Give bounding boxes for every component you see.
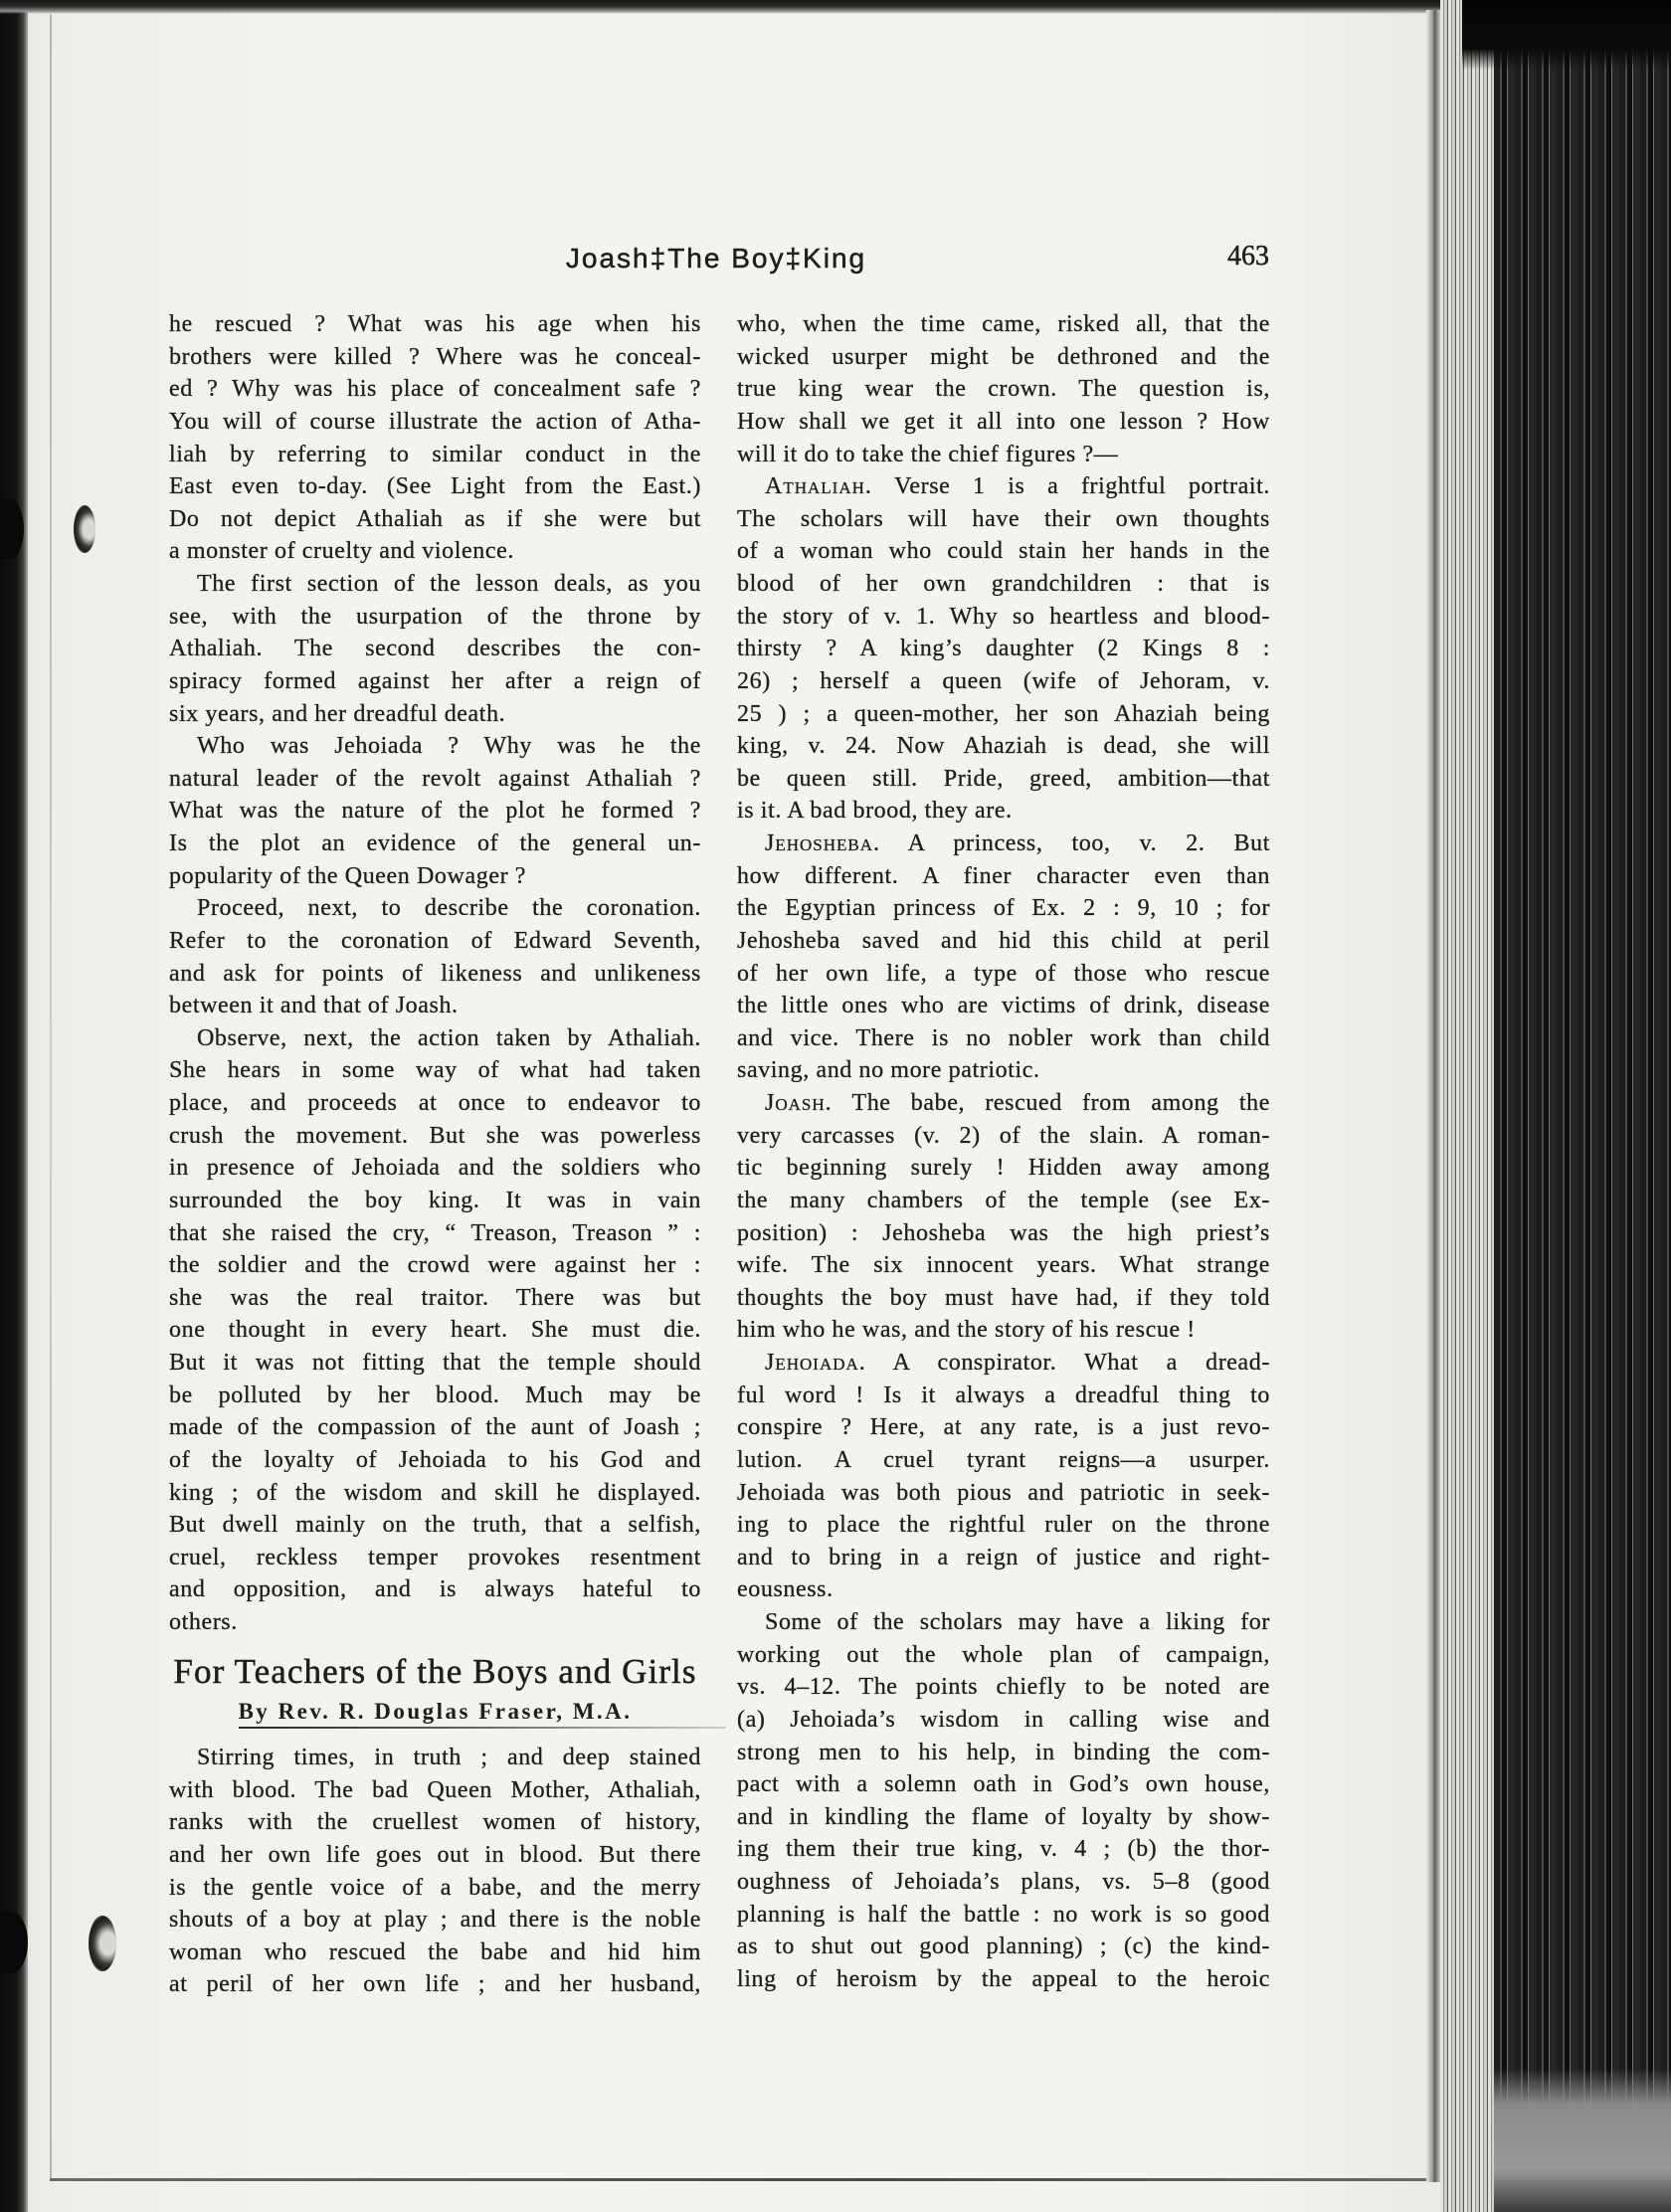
text-line: cruel, reckless temper provokes resentment: [169, 1544, 701, 1570]
text-line: But dwell mainly on the truth, that a selfish,: [169, 1512, 701, 1539]
section-heading: For Teachers of the Boys and Girls: [173, 1652, 697, 1691]
paragraph: [737, 1347, 1270, 1606]
text-line: place, and proceeds at once to endeavor to: [169, 1090, 701, 1116]
text-line: Jehosheba saved and hid this child at peril: [737, 927, 1270, 954]
text-line: that she raised the cry, “ Treason, Treason ” :: [169, 1219, 701, 1246]
text-line: ed ? Why was his place of concealment safe ?: [169, 376, 701, 403]
text-line: ing them their true king, v. 4 ; (b) the thor-: [737, 1836, 1270, 1863]
text-line: [737, 1087, 1270, 1120]
paragraph: [169, 1022, 701, 1639]
text-line: the little ones who are victims of drink, disease: [737, 993, 1270, 1019]
text-line: brothers were killed ? Where was he conceal-: [169, 343, 701, 370]
text-line: 25 ) ; a queen-mother, her son Ahaziah being: [737, 700, 1270, 727]
text-line: [737, 1347, 1270, 1380]
text-line: very carcasses (v. 2) of the slain. A roman-: [737, 1122, 1270, 1149]
text-line: ful word ! Is it always a dreadful thing to: [737, 1382, 1270, 1408]
text-line: She hears in some way of what had taken: [169, 1057, 701, 1084]
paragraph-lead: Joash.: [765, 1090, 833, 1116]
text-line: and vice. There is no nobler work than child: [737, 1024, 1270, 1051]
text-line: be polluted by her blood. Much may be: [169, 1382, 701, 1408]
scan-top-edge: [0, 0, 1472, 14]
text-line: (a) Jehoiada’s wisdom in calling wise and: [737, 1706, 1270, 1733]
book-page-stack-bottom: [1494, 2069, 1671, 2212]
text-line: strong men to his help, in binding the com-: [737, 1739, 1270, 1765]
text-line: pact with a solemn oath in God’s own house,: [737, 1771, 1270, 1798]
text-line: between it and that of Joash.: [169, 993, 459, 1019]
text-line: spiracy formed against her after a reign of: [169, 667, 701, 694]
left-column: [169, 308, 701, 1639]
text-line: Refer to the coronation of Edward Seventh,: [169, 927, 701, 954]
text-line: But it was not fitting that the temple should: [169, 1350, 701, 1376]
paragraph: [737, 308, 1270, 470]
text-line: Athaliah. The second describes the con-: [169, 636, 701, 662]
text-line: true king wear the crown. The question is,: [737, 376, 1270, 403]
text-line: thoughts the boy must have had, if they told: [737, 1284, 1270, 1311]
book-gutter-shadow: [0, 0, 28, 2212]
text-line-rest: The babe, rescued from among the: [851, 1090, 1271, 1116]
paragraph: [169, 1742, 701, 2001]
text-line: him who he was, and the story of his rescue !: [737, 1317, 1196, 1344]
binding-hole-shadow: [74, 505, 95, 553]
text-line: saving, and no more patriotic.: [737, 1057, 1040, 1084]
book-page-stack: [1494, 0, 1671, 2212]
paragraph: [737, 470, 1270, 828]
text-line: Some of the scholars may have a liking for: [765, 1609, 1270, 1635]
text-line: king ; of the wisdom and skill he displayed.: [169, 1479, 701, 1506]
text-line: shouts of a boy at play ; and there is the noble: [169, 1907, 701, 1934]
text-line: in presence of Jehoiada and the soldiers who: [169, 1155, 701, 1182]
text-line: of her own life, a type of those who rescue: [737, 960, 1270, 987]
text-line: one thought in every heart. She must die.: [169, 1317, 701, 1344]
running-head-title: Joash‡The Boy‡King: [565, 243, 867, 274]
paragraph: [169, 568, 701, 730]
paragraph: [737, 1087, 1270, 1347]
text-line: eousness.: [737, 1576, 834, 1603]
text-line: position) : Jehosheba was the high priest’s: [737, 1219, 1270, 1246]
text-line: and to bring in a reign of justice and right-: [737, 1544, 1270, 1570]
text-line: tic beginning surely ! Hidden away among: [737, 1155, 1270, 1182]
text-line: How shall we get it all into one lesson ? How: [737, 408, 1270, 435]
text-line: see, with the usurpation of the throne by: [169, 603, 701, 630]
text-line: of the loyalty of Jehoiada to his God and: [169, 1446, 701, 1473]
text-line: 26) ; herself a queen (wife of Jehoram, v.: [737, 667, 1270, 694]
page-fold-line: [50, 14, 52, 2178]
section-body: [169, 1742, 701, 2001]
text-line: vs. 4–12. The points chiefly to be noted are: [737, 1674, 1270, 1701]
text-line: ling of heroism by the appeal to the heroic: [737, 1965, 1270, 1992]
text-line: he rescued ? What was his age when his: [169, 311, 701, 337]
right-column: [737, 308, 1270, 1996]
text-line: woman who rescued the babe and hid him: [169, 1938, 701, 1965]
text-line: wicked usurper might be dethroned and the: [737, 343, 1270, 370]
text-line: surrounded the boy king. It was in vain: [169, 1187, 701, 1213]
text-line: Is the plot an evidence of the general un-: [169, 830, 701, 856]
text-line: lution. A cruel tyrant reigns—a usurper.: [737, 1446, 1270, 1473]
text-line: Who was Jehoiada ? Why was he the: [197, 733, 701, 760]
text-line: and ask for points of likeness and unlikeness: [169, 960, 701, 987]
text-line: blood of her own grandchildren : that is: [737, 571, 1270, 597]
text-line: as to shut out good planning) ; (c) the kind-: [737, 1934, 1270, 1960]
text-line: crush the movement. But she was powerless: [169, 1122, 701, 1149]
paragraph: [169, 730, 701, 892]
book-page-stack-light: [1440, 0, 1494, 2212]
text-line: she was the real traitor. There was but: [169, 1284, 701, 1311]
text-line: thirsty ? A king’s daughter (2 Kings 8 :: [737, 636, 1270, 662]
text-line: planning is half the battle : no work is so good: [737, 1901, 1270, 1928]
text-line: [737, 828, 1270, 860]
text-line: others.: [169, 1609, 238, 1635]
text-line: a monster of cruelty and violence.: [169, 538, 514, 565]
text-line: ing to place the rightful ruler on the throne: [737, 1512, 1270, 1539]
text-line: Stirring times, in truth ; and deep stained: [197, 1745, 701, 1770]
text-line: at peril of her own life ; and her husband,: [169, 1971, 701, 1998]
text-line: Jehoiada was both pious and patriotic in seek-: [737, 1479, 1270, 1506]
paragraph: [169, 308, 701, 568]
text-line: be queen still. Pride, greed, ambition—that: [737, 765, 1270, 792]
book-page-stack-top-shadow: [1462, 0, 1671, 70]
text-line: and in kindling the flame of loyalty by show-: [737, 1803, 1270, 1830]
text-line-rest: A conspirator. What a dread-: [892, 1350, 1271, 1376]
section-rule: [239, 1727, 726, 1729]
paragraph: [737, 828, 1270, 1087]
text-line: the soldier and the crowd were against her :: [169, 1252, 701, 1279]
text-line: the many chambers of the temple (see Ex-: [737, 1187, 1270, 1213]
text-line-rest: Verse 1 is a frightful portrait.: [894, 473, 1270, 500]
text-line: with blood. The bad Queen Mother, Athaliah,: [169, 1776, 701, 1803]
text-line: wife. The six innocent years. What strange: [737, 1252, 1270, 1279]
text-line-rest: A princess, too, v. 2. But: [907, 830, 1270, 856]
text-line: oughness of Jehoiada’s plans, vs. 5–8 (good: [737, 1869, 1270, 1895]
text-line: king, v. 24. Now Ahaziah is dead, she will: [737, 733, 1270, 760]
text-line: and opposition, and is always hateful to: [169, 1576, 701, 1603]
paragraph-lead: Jehosheba.: [765, 830, 881, 856]
text-line: The scholars will have their own thoughts: [737, 505, 1270, 532]
text-line: the story of v. 1. Why so heartless and blood-: [737, 603, 1270, 630]
text-line: [737, 470, 1270, 503]
paragraph: [737, 1606, 1270, 1996]
text-line: of a woman who could stain her hands in the: [737, 538, 1270, 565]
paragraph-lead: Athaliah.: [765, 473, 872, 500]
text-line: East even to-day. (See Light from the East.): [169, 473, 701, 500]
text-line: how different. A finer character even than: [737, 862, 1270, 889]
text-line: made of the compassion of the aunt of Joash ;: [169, 1414, 701, 1441]
text-line: The first section of the lesson deals, as you: [197, 571, 701, 597]
page-right-edge: [1426, 10, 1440, 2182]
text-line: will it do to take the chief figures ?—: [737, 441, 1119, 467]
text-line: is the gentle voice of a babe, and the merry: [169, 1874, 701, 1901]
paragraph: [169, 892, 701, 1022]
binding-hole-shadow: [89, 1916, 116, 1971]
text-line: You will of course illustrate the action of Atha-: [169, 408, 701, 435]
byline: By Rev. R. Douglas Fraser, M.A.: [238, 1699, 633, 1724]
text-line: is it. A bad brood, they are.: [737, 798, 1013, 825]
text-line: popularity of the Queen Dowager ?: [169, 862, 527, 889]
text-line: natural leader of the revolt against Athaliah ?: [169, 765, 701, 792]
text-line: Proceed, next, to describe the coronation.: [197, 895, 701, 922]
paragraph-lead: Jehoiada.: [765, 1350, 866, 1376]
text-line: conspire ? Here, at any rate, is a just revo-: [737, 1414, 1270, 1441]
text-line: who, when the time came, risked all, that the: [737, 311, 1270, 337]
text-line: the Egyptian princess of Ex. 2 : 9, 10 ; for: [737, 895, 1270, 922]
text-line: Do not depict Athaliah as if she were but: [169, 505, 701, 532]
text-line: six years, and her dreadful death.: [169, 700, 506, 727]
page-bottom-edge: [50, 2178, 1428, 2181]
text-line: ranks with the cruellest women of history,: [169, 1809, 701, 1836]
text-line: working out the whole plan of campaign,: [737, 1641, 1270, 1668]
page-number: 463: [1227, 241, 1269, 272]
text-line: Observe, next, the action taken by Athaliah.: [197, 1024, 701, 1051]
text-line: What was the nature of the plot he formed ?: [169, 798, 701, 825]
text-line: liah by referring to similar conduct in the: [169, 441, 701, 467]
text-line: and her own life goes out in blood. But there: [169, 1841, 701, 1868]
